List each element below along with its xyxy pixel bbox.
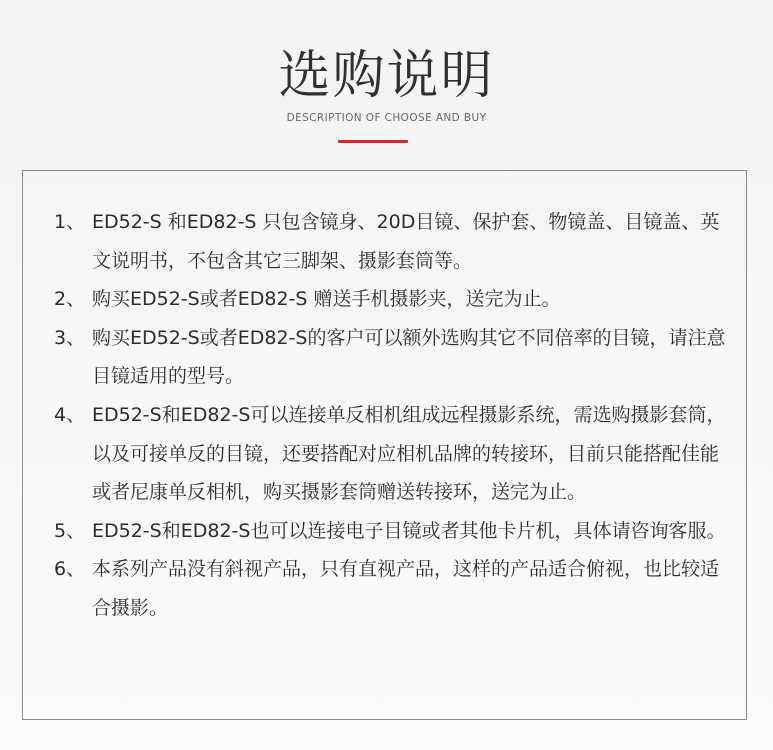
list-item-number: 6、 [54, 558, 86, 581]
list-item-text: ED52-S 和ED82-S 只包含镜身、20D目镜、保护套、物镜盖、目镜盖、英文说明书，不包含其它三脚架、摄影套筒等。 [92, 211, 720, 272]
list-item [54, 550, 734, 627]
page-title: 选购说明 [278, 46, 495, 106]
list-item-number: 3、 [54, 326, 86, 349]
list-item-number: 4、 [54, 403, 86, 426]
list-item-text: ED52-S和ED82-S也可以连接电子目镜或者其他卡片机，具体请咨询客服。 [92, 519, 726, 542]
purchase-notes-list [54, 203, 734, 628]
page-subtitle: DESCRIPTION OF CHOOSE AND BUY [286, 112, 487, 124]
list-item-number: 1、 [54, 211, 86, 233]
list-item-number: 2、 [54, 288, 86, 311]
list-item [54, 280, 734, 319]
list-item-text: ED52-S和ED82-S可以连接单反相机组成远程摄影系统，需选购摄影套筒，以及可接单反的目镜，还要搭配对应相机品牌的转接环，目前只能搭配佳能或者尼康单反相机，购买摄影套筒赠送转接环，送完为止。 [92, 403, 726, 504]
list-item-text: 本系列产品没有斜视产品，只有直视产品，这样的产品适合俯视，也比较适合摄影。 [92, 558, 720, 619]
list-item-text: 购买ED52-S或者ED82-S 赠送手机摄影夹，送完为止。 [92, 288, 561, 311]
list-item [54, 203, 734, 280]
list-item [54, 319, 734, 396]
list-item [54, 512, 734, 551]
title-accent-line [338, 140, 408, 143]
list-item-number: 5、 [54, 519, 86, 542]
list-item-text: 购买ED52-S或者ED82-S的客户可以额外选购其它不同倍率的目镜，请注意目镜适用的型号。 [92, 326, 726, 388]
list-item [54, 396, 734, 512]
